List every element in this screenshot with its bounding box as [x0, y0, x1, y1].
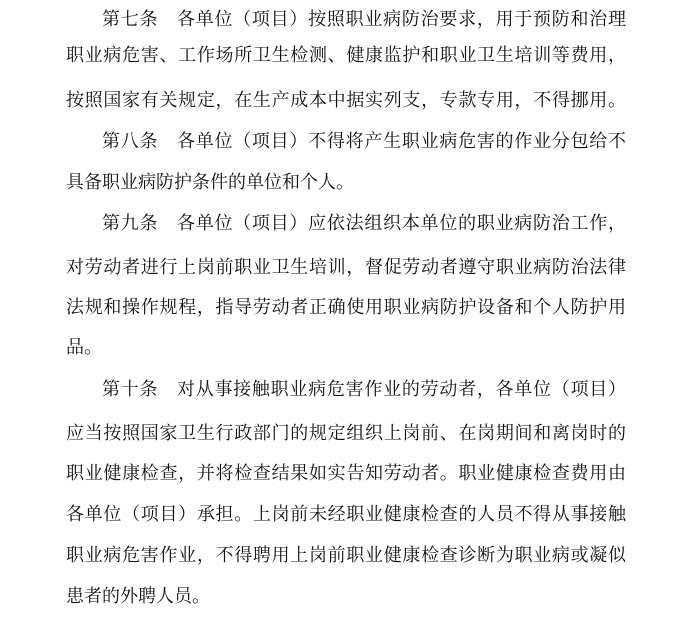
article-10-line-4: 各单位（项目）承担。上岗前未经职业健康检查的人员不得从事接触	[66, 504, 626, 525]
article-8-line-1: 第八条 各单位（项目）不得将产生职业病危害的作业分包给不	[102, 131, 626, 152]
article-7-line-2: 职业病危害、工作场所卫生检测、健康监护和职业卫生培训等费用，	[66, 45, 626, 66]
article-7-line-1: 第七条 各单位（项目）按照职业病防治要求，用于预防和治理	[102, 9, 626, 30]
article-8-line-2: 具备职业病防护条件的单位和个人。	[66, 172, 354, 193]
article-9-line-2: 对劳动者进行上岗前职业卫生培训，督促劳动者遵守职业病防治法律	[66, 257, 626, 278]
article-10-line-6: 患者的外聘人员。	[66, 586, 210, 607]
article-9-line-4: 品。	[66, 337, 102, 358]
article-10-line-3: 职业健康检查，并将检查结果如实告知劳动者。职业健康检查费用由	[66, 463, 626, 484]
article-9-line-3: 法规和操作规程，指导劳动者正确使用职业病防护设备和个人防护用	[66, 297, 626, 318]
article-7-line-3: 按照国家有关规定，在生产成本中据实列支，专款专用，不得挪用。	[66, 90, 626, 111]
article-10-line-1: 第十条 对从事接触职业病危害作业的劳动者，各单位（项目）	[102, 379, 626, 400]
article-9-line-1: 第九条 各单位（项目）应依法组织本单位的职业病防治工作，	[102, 213, 626, 234]
article-10-line-2: 应当按照国家卫生行政部门的规定组织上岗前、在岗期间和离岗时的	[66, 423, 626, 444]
article-10-line-5: 职业病危害作业，不得聘用上岗前职业健康检查诊断为职业病或凝似	[66, 545, 626, 566]
